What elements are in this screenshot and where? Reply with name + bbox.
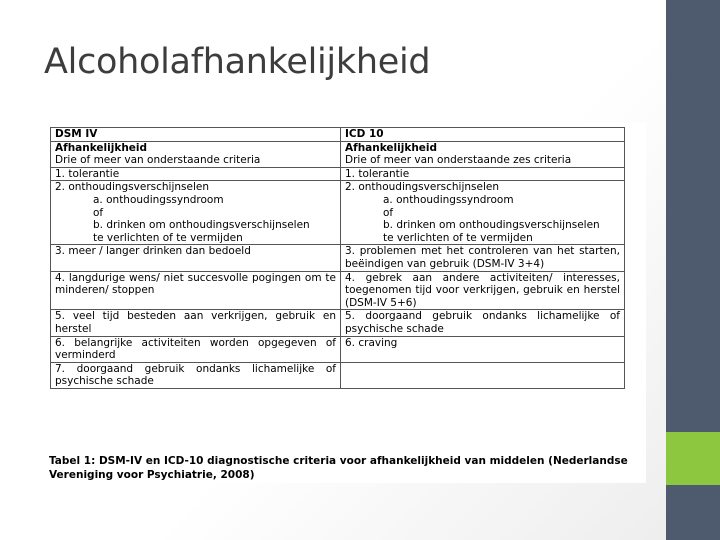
dsm-section-title: Afhankelijkheid: [55, 141, 148, 154]
table-cell-dsm: [51, 181, 341, 245]
slide-title: Alcoholafhankelijkheid: [44, 42, 431, 82]
criterion-line: 2. onthoudingsverschijnselen: [345, 181, 499, 194]
table-subheader-row: [51, 141, 625, 167]
criterion-subitem: a. onthoudingssyndroom: [93, 193, 224, 206]
table-row: [51, 271, 625, 310]
table-row: [51, 336, 625, 362]
caption-line: Tabel 1: DSM-IV en ICD-10 diagnostische criteria voor afhankelijkheid van middelen (Nederlandse: [49, 455, 628, 467]
icd-section-title: Afhankelijkheid: [345, 141, 438, 154]
table-row: [51, 167, 625, 181]
criterion-subitem: te verlichten of te vermijden: [93, 231, 243, 244]
table-cell-dsm: 5. veel tijd besteden aan verkrijgen, gebruik en herstel: [51, 310, 341, 336]
table-cell-icd: [341, 362, 625, 388]
table-cell-icd: [341, 181, 625, 245]
criteria-image: [46, 123, 646, 483]
table-cell-dsm: 6. belangrijke activiteiten worden opgegeven of verminderd: [51, 336, 341, 362]
table-caption: [49, 454, 639, 482]
criterion-subitem: a. onthoudingssyndroom: [383, 193, 514, 206]
criterion-subitem: of: [383, 206, 394, 219]
subheader-dsm: [51, 141, 341, 167]
icd-section-note: Drie of meer van onderstaande zes criteria: [345, 154, 572, 167]
table-cell-icd: 4. gebrek aan andere activiteiten/ interesses, toegenomen tijd voor verkrijgen, gebruik en herstel (DSM-IV 5+6): [341, 271, 625, 310]
criterion-subitem: b. drinken om onthoudingsverschijnselen: [93, 219, 310, 232]
criterion-subitem: te verlichten of te vermijden: [383, 231, 533, 244]
table-row: [51, 245, 625, 271]
sidebar-decoration: [666, 0, 720, 540]
table-cell-dsm: 7. doorgaand gebruik ondanks lichamelijke of psychische schade: [51, 362, 341, 388]
dsm-section-note: Drie of meer van onderstaande criteria: [55, 154, 261, 167]
table-cell-icd: 3. problemen met het controleren van het starten, beëindigen van gebruik (DSM-IV 3+4): [341, 245, 625, 271]
table-cell-icd: 5. doorgaand gebruik ondanks lichamelijke of psychische schade: [341, 310, 625, 336]
table-cell-dsm: 4. langdurige wens/ niet succesvolle pogingen om te minderen/ stoppen: [51, 271, 341, 310]
table-row: [51, 181, 625, 245]
table-cell-icd: 6. craving: [341, 336, 625, 362]
criteria-table: [50, 127, 625, 389]
table-cell-icd: 1. tolerantie: [341, 167, 625, 181]
criterion-line: 2. onthoudingsverschijnselen: [55, 181, 209, 194]
table-header-row: [51, 128, 625, 142]
criterion-subitem: b. drinken om onthoudingsverschijnselen: [383, 219, 600, 232]
caption-line: Vereniging voor Psychiatrie, 2008): [49, 469, 255, 481]
header-icd: ICD 10: [341, 128, 625, 142]
table-row: [51, 310, 625, 336]
table-row: [51, 362, 625, 388]
subheader-icd: [341, 141, 625, 167]
table-cell-dsm: 3. meer / langer drinken dan bedoeld: [51, 245, 341, 271]
criterion-subitem: of: [93, 206, 104, 219]
table-cell-dsm: 1. tolerantie: [51, 167, 341, 181]
accent-block: [666, 432, 720, 485]
header-dsm: DSM IV: [51, 128, 341, 142]
